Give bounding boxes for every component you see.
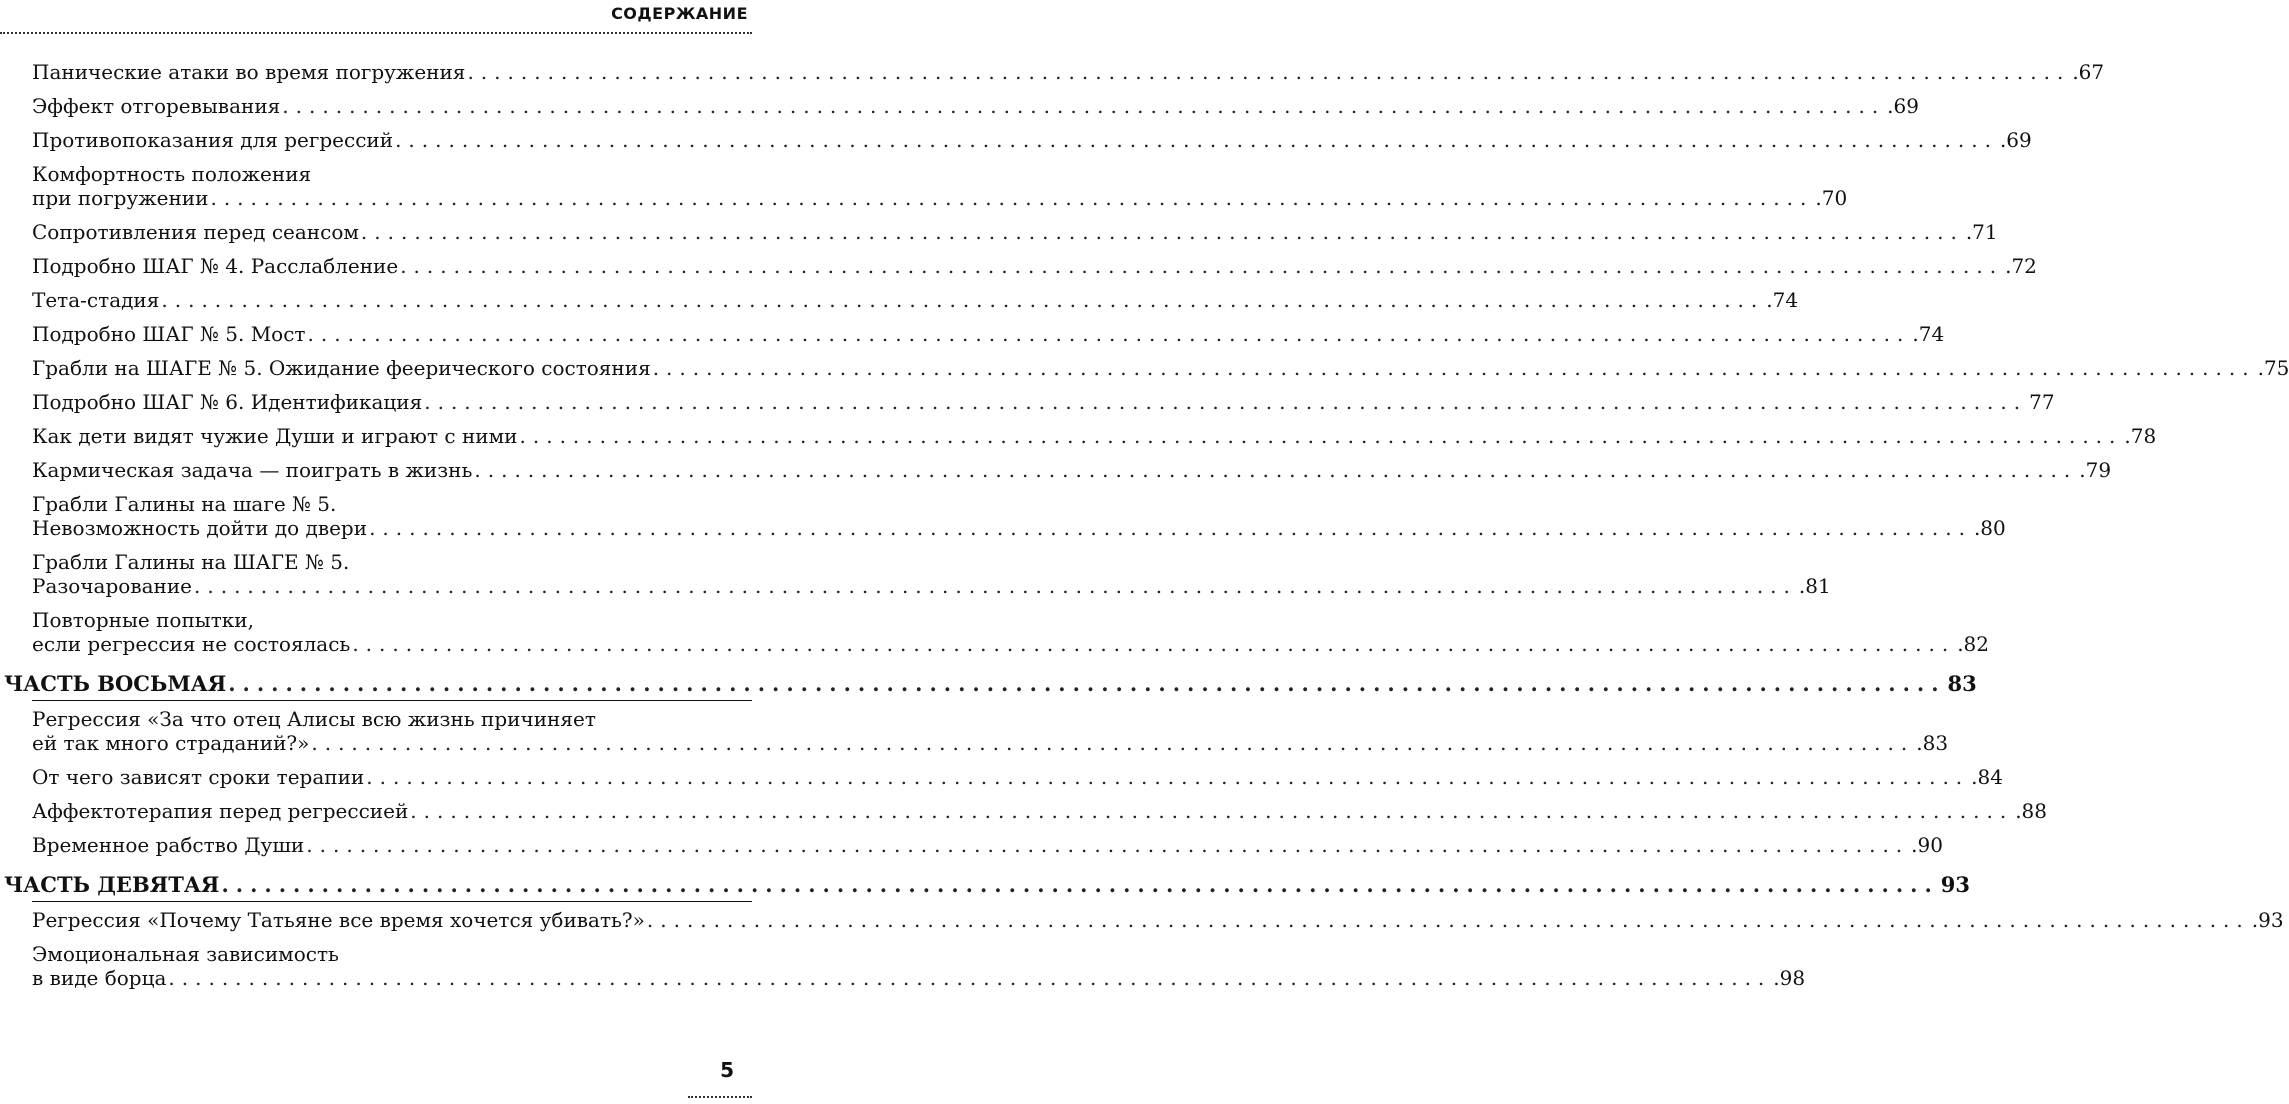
toc-entry	[0, 220, 1998, 244]
toc-entry-page: .88	[2015, 799, 2047, 823]
dot-leader: ........................................................................................................................	[424, 390, 2028, 414]
toc-entry-page: .74	[1912, 322, 1945, 346]
toc-entry-page: 77	[2029, 390, 2055, 414]
toc-entry	[0, 707, 1949, 755]
toc-entry	[0, 833, 1943, 857]
toc-entry-page: .78	[2124, 424, 2157, 448]
toc-entry-page: .82	[1957, 632, 1990, 656]
dot-leader: ........................................................................................................................	[360, 220, 1964, 244]
toc-entry	[0, 550, 1831, 598]
dot-leader: ........................................................................................................................	[646, 908, 2250, 932]
header-title: СОДЕРЖАНИЕ	[611, 4, 748, 23]
toc-entry-title: Подробно ШАГ № 4. Расслабление	[32, 254, 399, 278]
part-page: 83	[1947, 671, 1977, 696]
table-of-contents	[0, 60, 2289, 1000]
part-page: 93	[1940, 872, 1971, 897]
toc-entry-first-line: Комфортность положения	[32, 162, 312, 186]
dot-leader: ........................................................................................................................	[369, 516, 1972, 540]
toc-entries-part7	[0, 60, 2289, 656]
toc-entry-title: Панические атаки во время погружения	[32, 60, 466, 84]
dot-leader: ........................................................................................................................	[352, 632, 1956, 656]
toc-entry-first-line: Повторные попытки,	[32, 608, 254, 632]
toc-entry-title: Кармическая задача — поиграть в жизнь	[32, 458, 473, 482]
toc-entry-first-line: Грабли Галины на ШАГЕ № 5.	[32, 550, 350, 574]
running-header	[0, 0, 752, 40]
part-rule	[32, 901, 752, 902]
toc-entry	[0, 356, 2289, 380]
dot-leader: ........................................................................................................................	[366, 765, 1970, 789]
toc-entries-part8	[0, 707, 2047, 857]
toc-entry-page: .81	[1798, 574, 1831, 598]
dot-leader: ........................................................................................................................	[221, 872, 1939, 897]
toc-entry	[0, 765, 2003, 789]
toc-entry-title: Аффектотерапия перед регрессией	[32, 799, 409, 823]
toc-entry-title: Грабли на ШАГЕ № 5. Ожидание феерического состояния	[32, 356, 651, 380]
toc-entry-page: .83	[1916, 731, 1949, 755]
dot-leader: ........................................................................................................................	[306, 833, 1910, 857]
dot-leader: ........................................................................................................................	[410, 799, 2014, 823]
toc-entry-first-line: Регрессия «За что отец Алисы всю жизнь причиняет	[32, 707, 596, 731]
toc-entry	[0, 322, 1945, 346]
header-dotted-rule	[0, 32, 752, 34]
part-title: ЧАСТЬ ВОСЬМАЯ	[4, 671, 227, 696]
toc-entry-title: Регрессия «Почему Татьяне все время хочется убивать?»	[32, 908, 645, 932]
toc-entry	[0, 60, 2105, 84]
toc-entry-title: Невозможность дойти до двери	[32, 516, 368, 540]
part-heading-9	[0, 871, 1971, 899]
part-heading-8	[0, 670, 1977, 698]
dot-leader: ........................................................................................................................	[311, 731, 1915, 755]
toc-entry-page: .75	[2257, 356, 2289, 380]
toc-entry-title: если регрессия не состоялась	[32, 632, 351, 656]
dot-leader: ........................................................................................................................	[161, 288, 1765, 312]
dot-leader: ........................................................................................................................	[474, 458, 2078, 482]
toc-entry-page: .80	[1973, 516, 2006, 540]
toc-entry	[0, 458, 2112, 482]
toc-entry-page: .84	[1971, 765, 2003, 789]
toc-entry-title: Разочарование	[32, 574, 192, 598]
toc-entry-title: ей так много страданий?»	[32, 731, 310, 755]
toc-entry	[0, 424, 2157, 448]
part-title: ЧАСТЬ ДЕВЯТАЯ	[4, 872, 220, 897]
toc-entry-page: .71	[1965, 220, 1998, 244]
dot-leader: ........................................................................................................................	[519, 424, 2123, 448]
toc-entry-title: Эффект отгоревывания	[32, 94, 281, 118]
toc-entry	[0, 288, 1799, 312]
toc-entry-page: .69	[1887, 94, 1919, 118]
footer-dotted-rule	[688, 1096, 752, 1098]
page-number: 5	[720, 1058, 734, 1082]
part-rule	[32, 700, 752, 701]
dot-leader: ........................................................................................................................	[210, 186, 1814, 210]
toc-entry-title: Подробно ШАГ № 5. Мост	[32, 322, 306, 346]
toc-entry-page: .72	[2005, 254, 2037, 278]
toc-entry	[0, 799, 2047, 823]
dot-leader: ........................................................................................................................	[652, 356, 2256, 380]
toc-entry	[0, 254, 2037, 278]
toc-entry-page: .98	[1773, 966, 1806, 990]
toc-entry-title: Сопротивления перед сеансом	[32, 220, 359, 244]
toc-entry	[0, 162, 1848, 210]
toc-entry	[0, 128, 2032, 152]
toc-entry-title: в виде борца	[32, 966, 167, 990]
toc-entries-part9	[0, 908, 2284, 990]
toc-entry-title: Временное рабство Души	[32, 833, 305, 857]
dot-leader: ........................................................................................................................	[168, 966, 1772, 990]
dot-leader: ........................................................................................................................	[400, 254, 2004, 278]
toc-entry-title: Как дети видят чужие Души и играют с ними	[32, 424, 518, 448]
toc-entry-page: .70	[1815, 186, 1848, 210]
toc-entry-page: .90	[1911, 833, 1943, 857]
dot-leader: ........................................................................................................................	[395, 128, 1998, 152]
toc-entry-title: Тета-стадия	[32, 288, 160, 312]
toc-entry-page: .93	[2251, 908, 2284, 932]
toc-entry-first-line: Грабли Галины на шаге № 5.	[32, 492, 337, 516]
toc-entry-title: От чего зависят сроки терапии	[32, 765, 365, 789]
toc-entry-page: .74	[1766, 288, 1799, 312]
dot-leader: ........................................................................................................................	[467, 60, 2071, 84]
toc-entry	[0, 390, 2055, 414]
toc-entry-page: .69	[1999, 128, 2032, 152]
toc-entry-title: Подробно ШАГ № 6. Идентификация	[32, 390, 423, 414]
toc-entry-page: .67	[2072, 60, 2105, 84]
toc-entry-first-line: Эмоциональная зависимость	[32, 942, 339, 966]
toc-entry	[0, 608, 1990, 656]
toc-entry	[0, 908, 2284, 932]
toc-entry	[0, 492, 2006, 540]
dot-leader: ........................................................................................................................	[282, 94, 1886, 118]
dot-leader: ........................................................................................................................	[194, 574, 1797, 598]
dot-leader: ........................................................................................................................	[307, 322, 1911, 346]
toc-entry	[0, 942, 1806, 990]
dot-leader: ........................................................................................................................	[228, 671, 1946, 696]
toc-entry-title: Противопоказания для регрессий	[32, 128, 394, 152]
toc-entry-page: .79	[2079, 458, 2112, 482]
toc-entry	[0, 94, 1919, 118]
toc-entry-title: при погружении	[32, 186, 209, 210]
